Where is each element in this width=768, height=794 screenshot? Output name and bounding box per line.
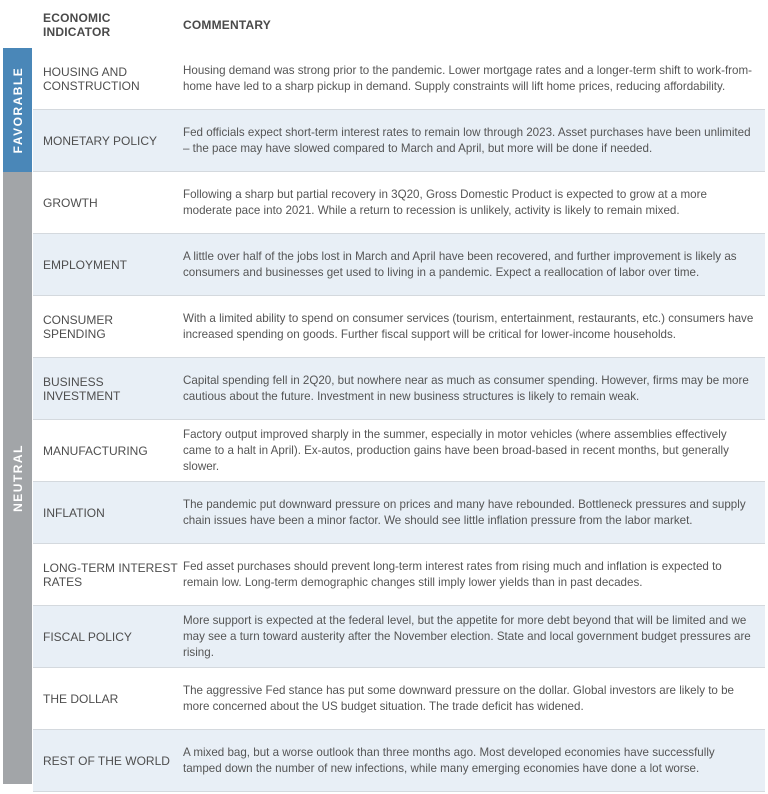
table-row xyxy=(33,110,765,172)
commentary-cell: A mixed bag, but a worse outlook than three months ago. Most developed economies have successfully tamped down the number of new infections, while many emerging economies have done a lot worse. xyxy=(183,745,715,775)
commentary-cell: Fed asset purchases should prevent long-term interest rates from rising much and inflation is expected to remain low. Long-term demographic changes still imply lower yields than in past decades. xyxy=(183,559,722,589)
commentary-cell: More support is expected at the federal level, but the appetite for more debt beyond that will be limited and we may see a turn toward austerity after the November election. State and local government budget pressures are rising. xyxy=(183,613,751,659)
commentary-cell: A little over half of the jobs lost in March and April have been recovered, and further improvement is likely as consumers and businesses get used to living in a pandemic. Expect a reallocation of labor over time. xyxy=(183,249,737,279)
table-header xyxy=(33,0,768,48)
indicator-cell: LONG-TERM INTEREST RATES xyxy=(43,560,178,589)
table-row xyxy=(33,482,765,544)
table-row xyxy=(33,730,765,792)
indicator-cell: INFLATION xyxy=(43,505,105,520)
indicator-cell: BUSINESS INVESTMENT xyxy=(43,374,121,403)
favorable-band-label: FAVORABLE xyxy=(10,66,25,154)
commentary-cell: Capital spending fell in 2Q20, but nowhere near as much as consumer spending. However, firms may be more cautious about the future. Investment in new business structures is likely to remain weak. xyxy=(183,373,749,403)
commentary-column-header: COMMENTARY xyxy=(183,18,271,32)
table-row xyxy=(33,606,765,668)
table-row xyxy=(33,544,765,606)
neutral-band xyxy=(3,172,32,784)
indicator-cell: EMPLOYMENT xyxy=(43,257,128,272)
indicator-cell: GROWTH xyxy=(43,195,98,210)
commentary-cell: The pandemic put downward pressure on prices and many have rebounded. Bottleneck pressures and supply chain issues have been a minor factor. We should see little inflation pressure from the labor market. xyxy=(183,497,746,527)
indicator-cell: FISCAL POLICY xyxy=(43,629,132,644)
commentary-cell: The aggressive Fed stance has put some downward pressure on the dollar. Global investors are likely to be more concerned about the US budget situation. The trade deficit has widened. xyxy=(183,683,734,713)
indicator-cell: MONETARY POLICY xyxy=(43,133,158,148)
table-row xyxy=(33,296,765,358)
table-row xyxy=(33,420,765,482)
commentary-cell: Following a sharp but partial recovery in 3Q20, Gross Domestic Product is expected to grow at a more moderate pace into 2021. While a return to recession is unlikely, activity is likely to remain mixed. xyxy=(183,187,707,217)
table-body xyxy=(33,48,765,792)
indicator-column-header: ECONOMIC INDICATOR xyxy=(43,11,111,39)
indicator-cell: REST OF THE WORLD xyxy=(43,753,170,768)
table-row xyxy=(33,172,765,234)
commentary-cell: Factory output improved sharply in the summer, especially in motor vehicles (where assemblies effectively came to a halt in April). Ex-autos, production gains have been broad-based in recent months, but generally slower. xyxy=(183,427,729,473)
table-row xyxy=(33,358,765,420)
table-row xyxy=(33,234,765,296)
favorable-band xyxy=(3,48,32,172)
commentary-cell: Fed officials expect short-term interest rates to remain low through 2023. Asset purchases have been unlimited – the pace may have slowed compared to March and April, but more will be done if needed. xyxy=(183,125,751,155)
commentary-cell: Housing demand was strong prior to the pandemic. Lower mortgage rates and a longer-term shift to work-from-home have led to a sharp pickup in demand. Supply constraints will lift home prices, reducing affordability. xyxy=(183,63,752,93)
indicator-cell: CONSUMER SPENDING xyxy=(43,312,114,341)
indicator-cell: THE DOLLAR xyxy=(43,691,119,706)
neutral-band-label: NEUTRAL xyxy=(10,444,25,512)
table-row xyxy=(33,668,765,730)
indicator-cell: HOUSING AND CONSTRUCTION xyxy=(43,64,140,93)
indicator-cell: MANUFACTURING xyxy=(43,443,148,458)
table-row xyxy=(33,48,765,110)
commentary-cell: With a limited ability to spend on consumer services (tourism, entertainment, restaurants, etc.) consumers have increased spending on goods. Further fiscal support will be critical for lower-income households. xyxy=(183,311,754,341)
